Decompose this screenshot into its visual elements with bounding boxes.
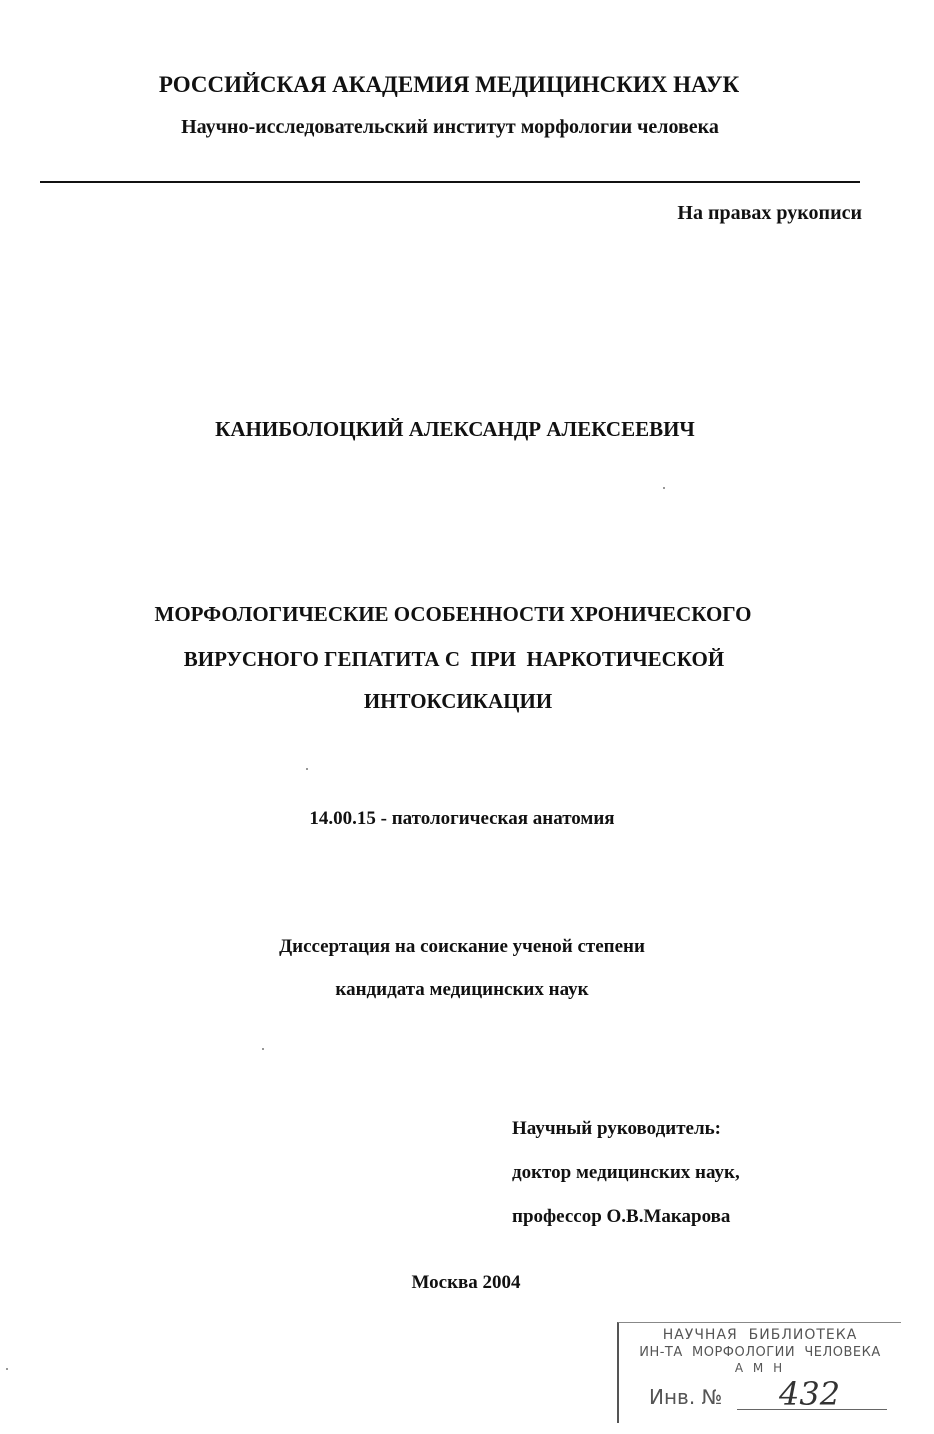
degree-line-2: кандидата медицинских наук <box>335 979 589 1000</box>
scan-speck <box>306 768 308 770</box>
supervisor-line-3: профессор О.В.Макарова <box>512 1206 731 1227</box>
supervisor-block <box>512 1107 740 1239</box>
scan-speck <box>663 487 665 489</box>
speciality: 14.00.15 - патологическая анатомия <box>309 808 615 829</box>
author-name: КАНИБОЛОЦКИЙ АЛЕКСАНДР АЛЕКСЕЕВИЧ <box>215 417 695 441</box>
stamp-line-3: А М Н <box>734 1361 786 1375</box>
header-divider <box>40 181 860 183</box>
scan-speck <box>262 1048 264 1050</box>
scan-speck <box>6 1368 8 1370</box>
title-line-2: ВИРУСНОГО ГЕПАТИТА С ПРИ НАРКОТИЧЕСКОЙ <box>183 647 725 671</box>
title-line-1: МОРФОЛОГИЧЕСКИЕ ОСОБЕННОСТИ ХРОНИЧЕСКОГО <box>154 602 752 626</box>
library-stamp <box>617 1322 901 1423</box>
supervisor-line-2: доктор медицинских наук, <box>512 1162 740 1183</box>
stamp-inventory-number: 432 <box>779 1375 841 1413</box>
supervisor-line-1: Научный руководитель: <box>512 1118 721 1139</box>
degree-line-1: Диссертация на соискание ученой степени <box>279 936 645 957</box>
stamp-inventory-label: Инв. № <box>649 1385 723 1409</box>
academy-name: РОССИЙСКАЯ АКАДЕМИЯ МЕДИЦИНСКИХ НАУК <box>158 72 740 97</box>
title-line-3: ИНТОКСИКАЦИИ <box>363 689 553 713</box>
stamp-line-2: ИН-ТА МОРФОЛОГИИ ЧЕЛОВЕКА <box>639 1345 881 1360</box>
city-year: Москва 2004 <box>411 1272 521 1293</box>
manuscript-note: На правах рукописи <box>677 202 862 224</box>
institute-name: Научно-исследовательский институт морфологии человека <box>181 116 719 138</box>
stamp-line-1: НАУЧНАЯ БИБЛИОТЕКА <box>662 1327 858 1343</box>
